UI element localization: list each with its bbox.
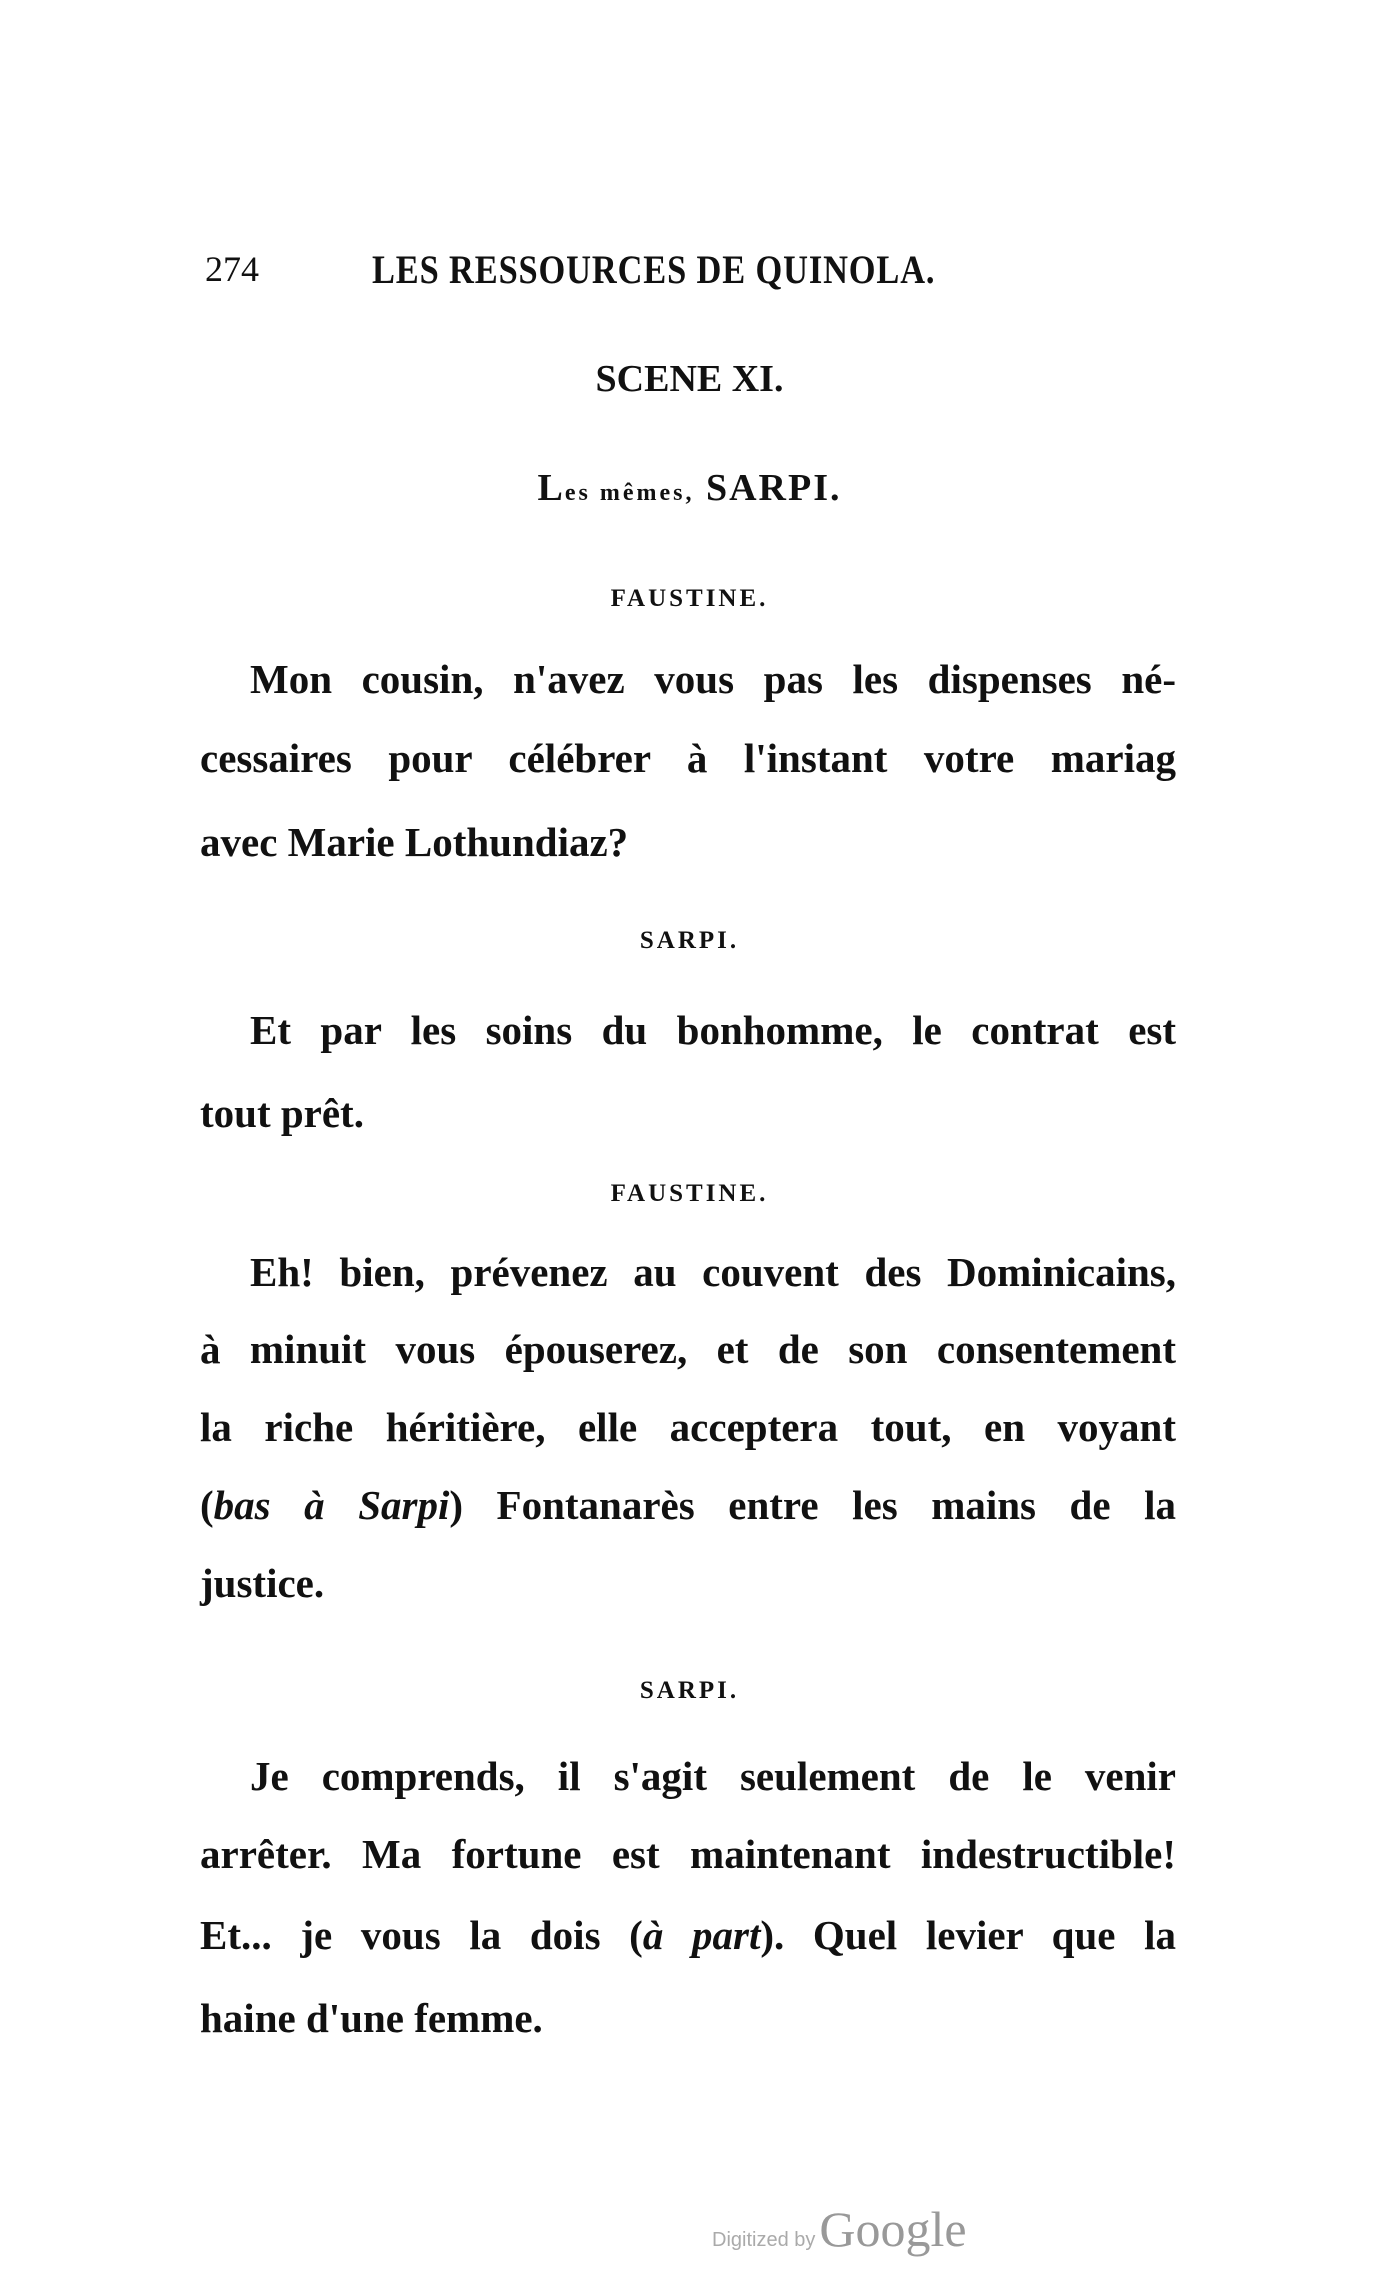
- text-line: Et par les soins du bonhomme, le contrat est: [250, 1007, 1176, 1053]
- characters-cap: L: [537, 467, 565, 509]
- text-line: [200, 1911, 1176, 1959]
- text-segment: (: [200, 1482, 214, 1528]
- text-line: [200, 1481, 1176, 1529]
- text-line: tout prêt.: [200, 1090, 364, 1136]
- google-logo: Google: [819, 2201, 967, 2257]
- text-line: Mon cousin, n'avez vous pas les dispenses né-: [250, 656, 1176, 702]
- text-line: avec Marie Lothundiaz?: [200, 819, 629, 865]
- text-line: arrêter. Ma fortune est maintenant indestructible!: [200, 1831, 1176, 1877]
- scene-title: SCENE XI.: [595, 358, 784, 400]
- text-line: justice.: [200, 1560, 325, 1606]
- page-number: 274: [205, 249, 259, 289]
- scene-characters: [0, 466, 1379, 510]
- speaker-name: SARPI.: [639, 1677, 740, 1704]
- text-segment: Et... je vous la dois (: [200, 1912, 643, 1958]
- speaker-name: FAUSTINE.: [610, 585, 769, 612]
- stage-direction: à part: [642, 1912, 761, 1958]
- text-segment: ). Quel levier que la: [760, 1912, 1176, 1958]
- characters-name: SARPI.: [694, 467, 842, 509]
- text-line: à minuit vous épouserez, et de son consentement: [200, 1326, 1176, 1372]
- text-line: haine d'une femme.: [200, 1995, 543, 2041]
- text-line: Je comprends, il s'agit seulement de le venir: [250, 1753, 1176, 1799]
- speaker-name: FAUSTINE.: [610, 1180, 769, 1207]
- text-line: cessaires pour célébrer à l'instant votre mariag: [200, 735, 1176, 781]
- digitized-by-label: Digitized by: [712, 2229, 816, 2251]
- characters-small-caps: es mêmes,: [564, 480, 695, 506]
- speaker-name: SARPI.: [639, 927, 740, 954]
- google-watermark: [712, 2200, 967, 2258]
- text-segment: ) Fontanarès entre les mains de la: [449, 1482, 1176, 1528]
- text-line: la riche héritière, elle acceptera tout, en voyant: [200, 1404, 1176, 1450]
- text-line: Eh! bien, prévenez au couvent des Dominicains,: [250, 1249, 1176, 1295]
- stage-direction: bas à Sarpi: [213, 1482, 450, 1528]
- running-title: LES RESSOURCES DE QUINOLA.: [372, 247, 936, 292]
